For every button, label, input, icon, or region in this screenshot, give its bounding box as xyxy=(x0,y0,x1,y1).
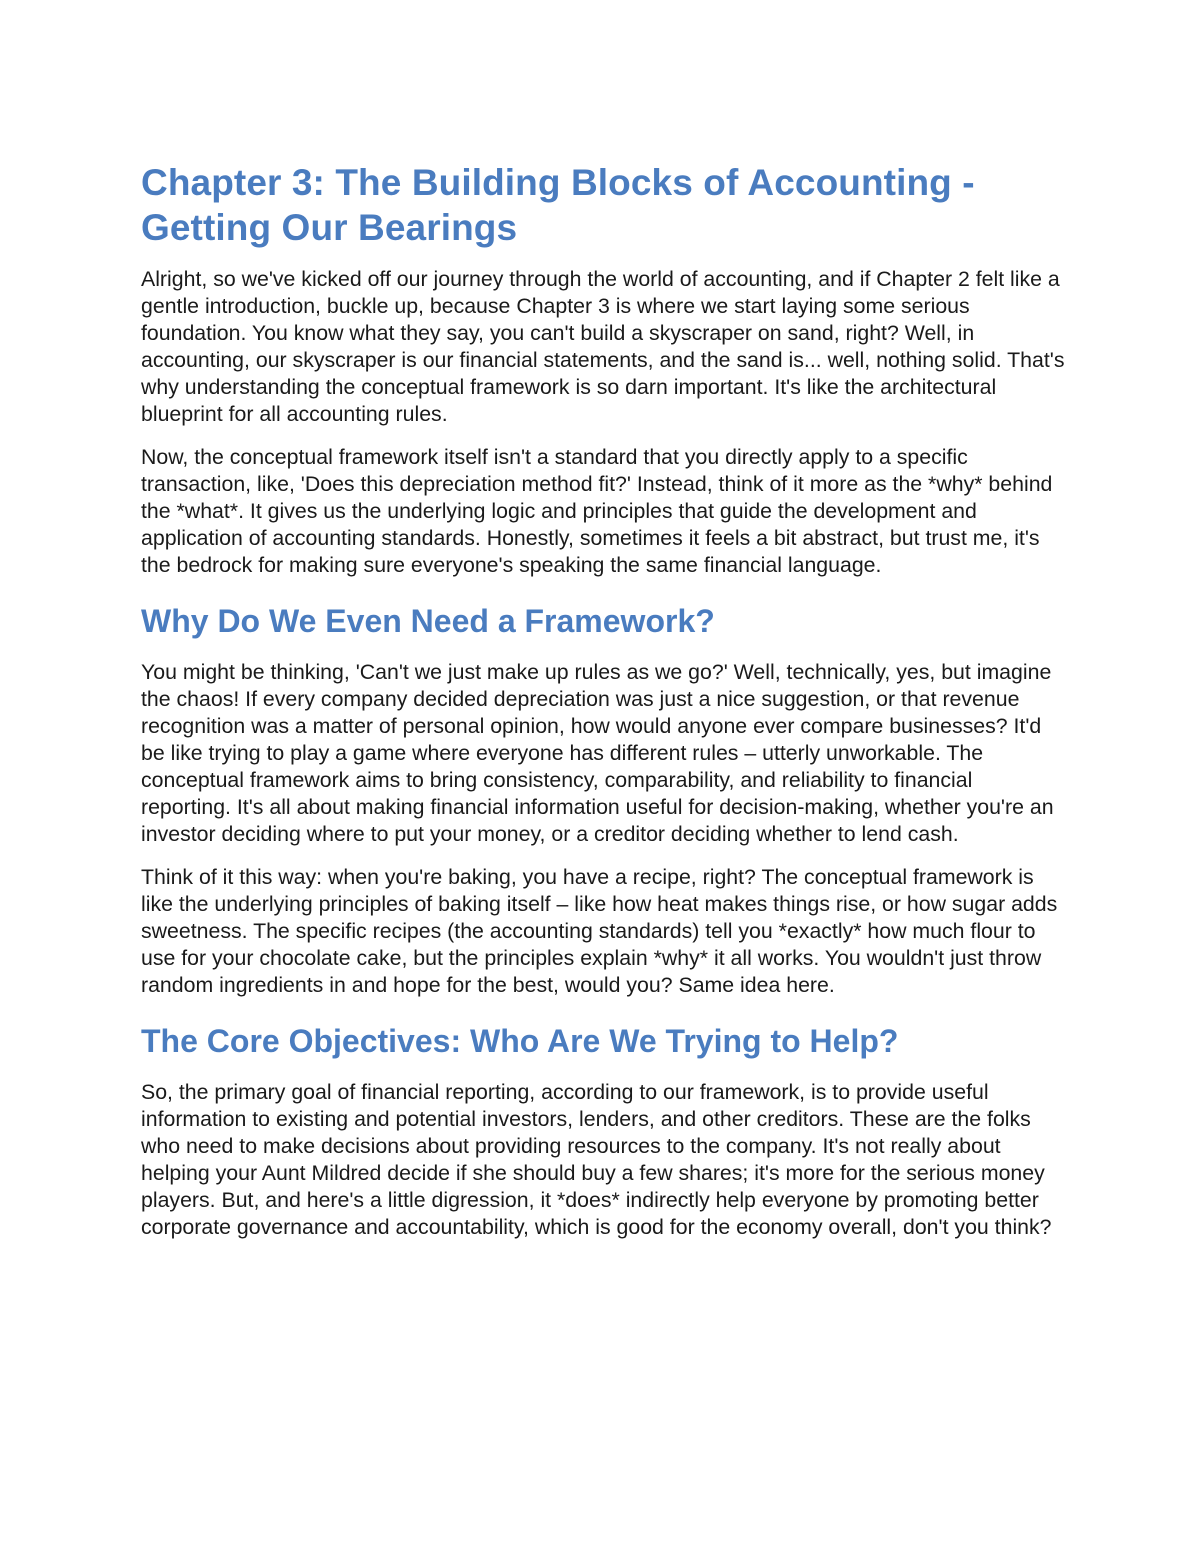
section-heading-why-framework: Why Do We Even Need a Framework? xyxy=(141,603,715,639)
document-page xyxy=(141,160,1066,1257)
intro-paragraph-1: Alright, so we've kicked off our journey through the world of accounting, and if Chapter 2 felt like a gentle introduction, buckle up, because Chapter 3 is where we start laying some serious foundation. You know what they say, you can't build a skyscraper on sand, right? Well, in accounting, our skyscraper is our financial statements, and the sand is... well, nothing solid. That's why understanding the conceptual framework is so darn important. It's like the architectural blueprint for all accounting rules. xyxy=(141,267,1065,426)
section-heading-core-objectives: The Core Objectives: Who Are We Trying to Help? xyxy=(141,1023,899,1059)
section-2-paragraph-1: So, the primary goal of financial reporting, according to our framework, is to provide useful information to existing and potential investors, lenders, and other creditors. These are the folks who need to make decisions about providing resources to the company. It's not really about helping your Aunt Mildred decide if she should buy a few shares; it's more for the serious money players. But, and here's a little digression, it *does* indirectly help everyone by promoting better corporate governance and accountability, which is good for the economy overall, don't you think? xyxy=(141,1080,1052,1239)
section-1-paragraph-1: You might be thinking, 'Can't we just make up rules as we go?' Well, technically, yes, but imagine the chaos! If every company decided depreciation was just a nice suggestion, or that revenue recognition was a matter of personal opinion, how would anyone ever compare businesses? It'd be like trying to play a game where everyone has different rules – utterly unworkable. The conceptual framework aims to bring consistency, comparability, and reliability to financial reporting. It's all about making financial information useful for decision-making, whether you're an investor deciding where to put your money, or a creditor deciding whether to lend cash. xyxy=(141,660,1054,846)
intro-paragraph-2: Now, the conceptual framework itself isn't a standard that you directly apply to a specific transaction, like, 'Does this depreciation method fit?' Instead, think of it more as the *why* behind the *what*. It gives us the underlying logic and principles that guide the development and application of accounting standards. Honestly, sometimes it feels a bit abstract, but trust me, it's the bedrock for making sure everyone's speaking the same financial language. xyxy=(141,445,1053,577)
chapter-title: Chapter 3: The Building Blocks of Accounting - Getting Our Bearings xyxy=(141,162,975,248)
section-1-paragraph-2: Think of it this way: when you're baking, you have a recipe, right? The conceptual framework is like the underlying principles of baking itself – like how heat makes things rise, or how sugar adds sweetness. The specific recipes (the accounting standards) tell you *exactly* how much flour to use for your chocolate cake, but the principles explain *why* it all works. You wouldn't just throw random ingredients in and hope for the best, would you? Same idea here. xyxy=(141,865,1058,997)
